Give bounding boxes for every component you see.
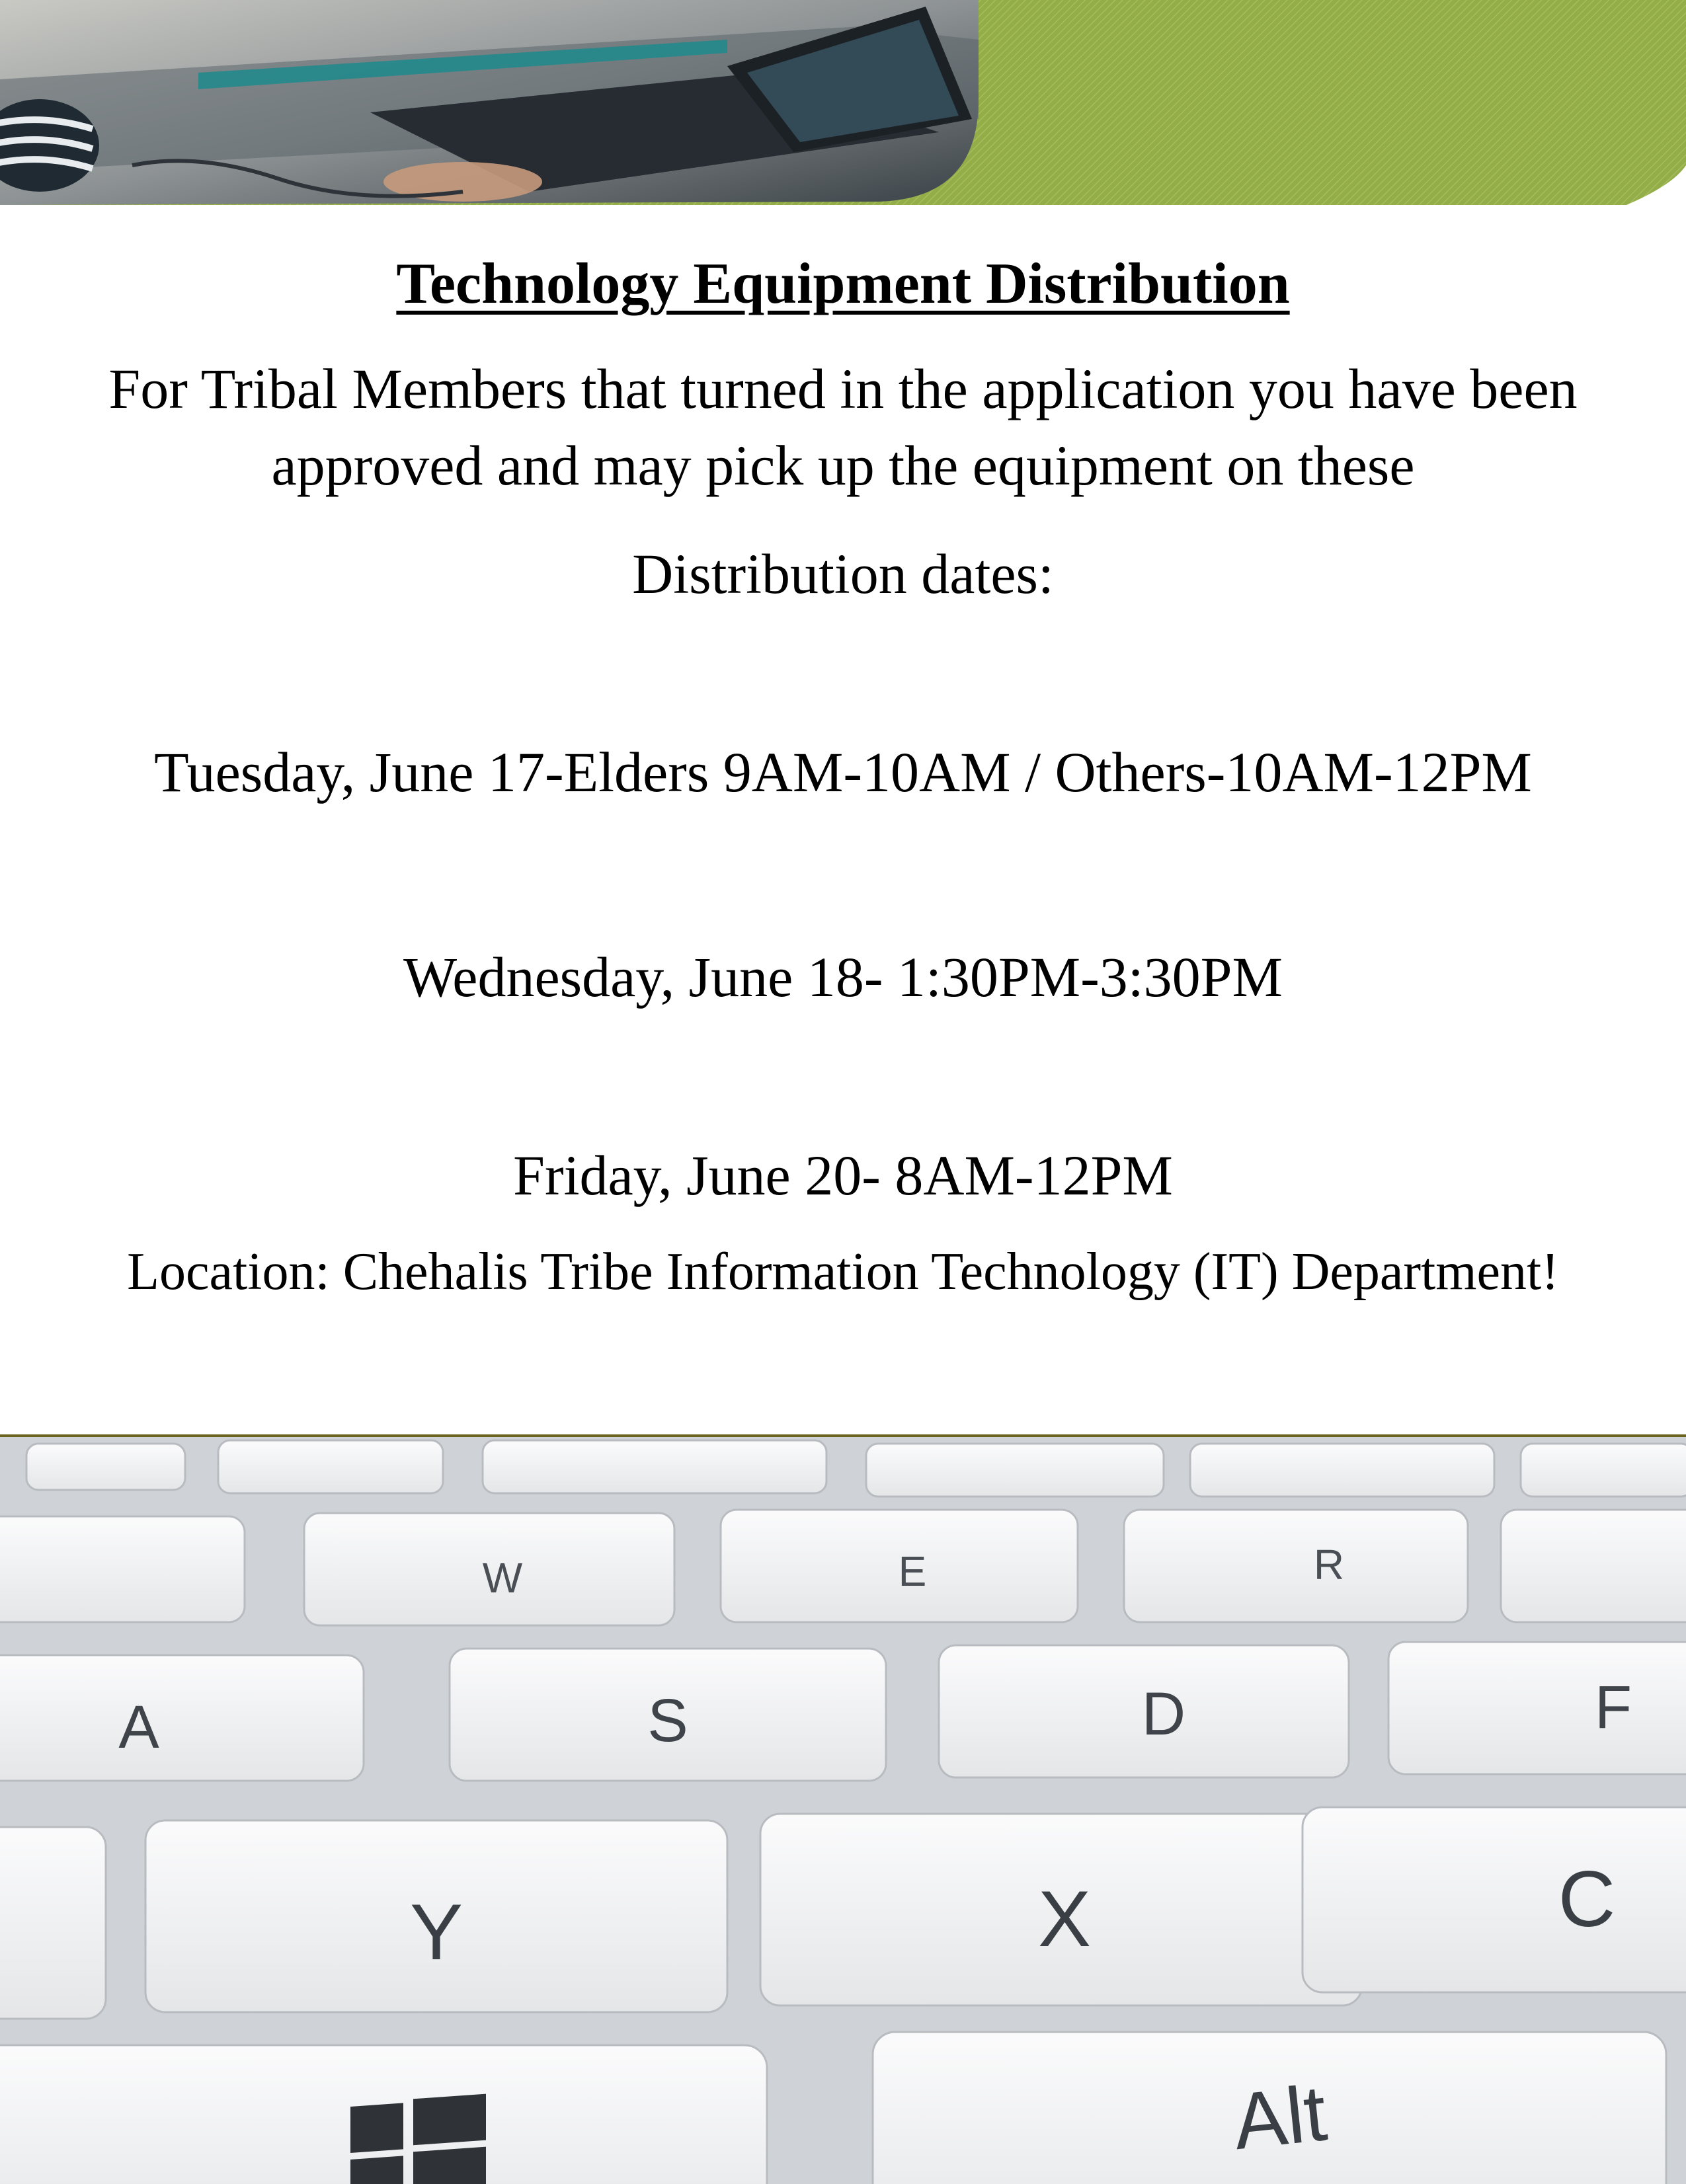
key-s: S bbox=[647, 1687, 688, 1754]
header-banner bbox=[0, 0, 1686, 205]
key-f: F bbox=[1594, 1674, 1632, 1741]
key-alt: Alt bbox=[1229, 2068, 1331, 2167]
date-line-friday: Friday, June 20- 8AM-12PM bbox=[513, 1144, 1173, 1207]
date-line-tuesday: Tuesday, June 17-Elders 9AM-10AM / Others-10AM-12PM bbox=[154, 740, 1532, 804]
key-e: E bbox=[898, 1547, 927, 1595]
windows-logo-icon bbox=[350, 2094, 486, 2184]
keyboard-graphic bbox=[0, 1437, 1686, 2184]
header-banner-graphic bbox=[0, 0, 1686, 205]
key-w: W bbox=[482, 1554, 523, 1602]
key-a: A bbox=[118, 1694, 159, 1761]
key-r: R bbox=[1313, 1541, 1345, 1588]
page-title: Technology Equipment Distribution bbox=[396, 252, 1290, 316]
intro-paragraph: For Tribal Members that turned in the application you have been approved and may pick up the equipment on these bbox=[108, 357, 1578, 497]
keyboard-photo bbox=[0, 1434, 1686, 2184]
location-text: Location: Chehalis Tribe Information Technology (IT) Department! bbox=[127, 1243, 1559, 1301]
key-y: Y bbox=[409, 1888, 463, 1976]
key-c: C bbox=[1558, 1855, 1616, 1943]
key-d: D bbox=[1141, 1680, 1186, 1748]
key-x: X bbox=[1037, 1875, 1092, 1963]
date-line-wednesday: Wednesday, June 18- 1:30PM-3:30PM bbox=[403, 945, 1283, 1009]
dates-label: Distribution dates: bbox=[632, 542, 1054, 605]
